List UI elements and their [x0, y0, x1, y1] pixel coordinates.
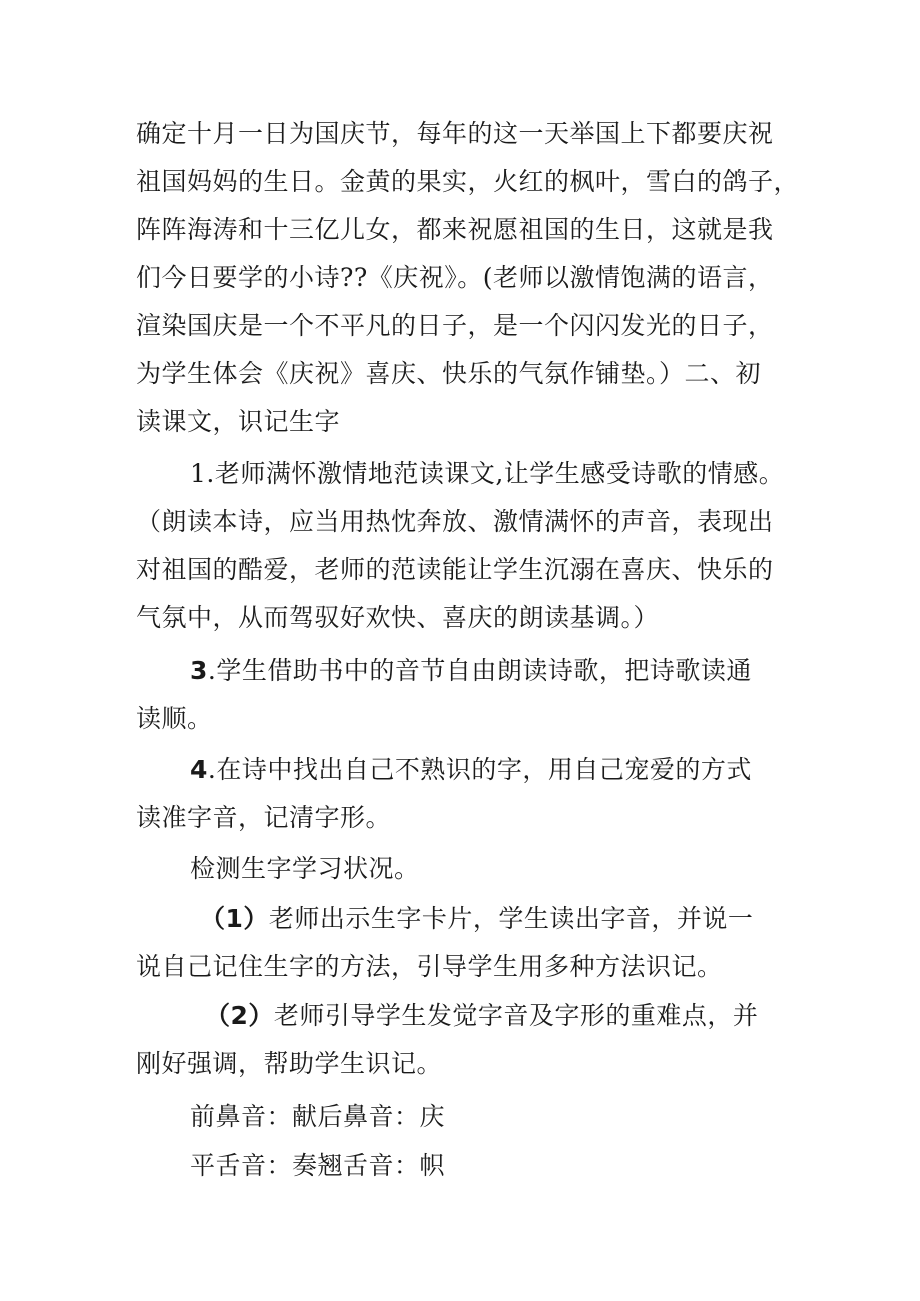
list-item-line: 读准字音，记清字形。 — [136, 803, 392, 832]
list-item-line: 读顺。 — [136, 704, 213, 733]
sub-item-line — [200, 903, 753, 935]
sub-item-text: 老师出示生字卡片，学生读出字音，并说一 — [268, 904, 754, 933]
sub-item-line: 刚好强调，帮助学生识记。 — [136, 1049, 443, 1078]
list-item-line: 1.老师满怀激情地范读课文,让学生感受诗歌的情感。 — [190, 459, 785, 488]
list-item-line — [190, 655, 752, 687]
sub-item-text: 老师引导学生发觉字音及字形的重难点，并 — [273, 1001, 759, 1030]
list-item-text: .在诗中找出自己不熟识的字，用自己宠爱的方式 — [207, 755, 752, 784]
paragraph-line: 读课文，识记生字 — [136, 407, 341, 436]
paragraph-line: 祖国妈妈的生日。金黄的果实，火红的枫叶，雪白的鸽子， — [136, 167, 800, 196]
sound-line: 平舌音：奏翘舌音：帜 — [190, 1151, 446, 1180]
list-item-line — [190, 754, 752, 786]
sub-item-line — [205, 1000, 758, 1032]
paragraph-line: 们今日要学的小诗??《庆祝》。(老师以激情饱满的语言， — [136, 263, 774, 292]
list-item-line: 对祖国的酷爱，老师的范读能让学生沉溺在喜庆、快乐的 — [136, 555, 774, 584]
sub-item-line: 说自己记住生字的方法，引导学生用多种方法识记。 — [136, 952, 723, 981]
list-item-number: 4 — [190, 755, 208, 784]
sound-line: 前鼻音：献后鼻音：庆 — [190, 1102, 446, 1131]
sub-item-number: （1） — [200, 904, 269, 933]
paragraph-line: 确定十月一日为国庆节，每年的这一天举国上下都要庆祝 — [136, 119, 774, 148]
list-item-text: .学生借助书中的音节自由朗读诗歌，把诗歌读通 — [207, 656, 752, 685]
list-item-line: 气氛中，从而驾驭好欢快、喜庆的朗读基调。） — [136, 603, 660, 632]
paragraph-line: 阵阵海涛和十三亿儿女，都来祝愿祖国的生日，这就是我 — [136, 215, 774, 244]
section-label: 检测生字学习状况。 — [190, 854, 420, 883]
sub-item-number: （2） — [205, 1001, 274, 1030]
paragraph-line: 渲染国庆是一个不平凡的日子，是一个闪闪发光的日子， — [136, 311, 774, 340]
paragraph-line: 为学生体会《庆祝》喜庆、快乐的气氛作铺垫。）二、初 — [136, 359, 762, 388]
list-item-number: 3 — [190, 656, 208, 685]
list-item-line: （朗读本诗，应当用热忱奔放、激情满怀的声音，表现出 — [136, 507, 774, 536]
